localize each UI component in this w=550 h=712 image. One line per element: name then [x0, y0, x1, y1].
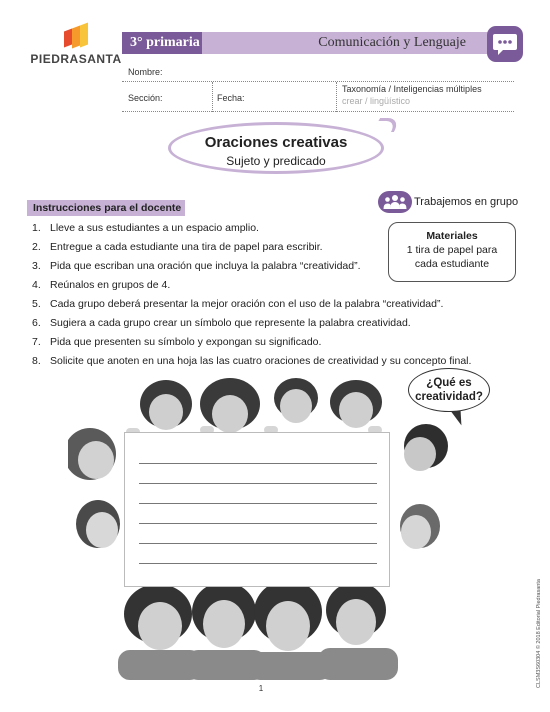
question-line: ¿Qué es: [426, 377, 472, 389]
page-number: 1: [258, 684, 264, 693]
writing-line: [139, 543, 377, 544]
date-label: Fecha:: [217, 93, 245, 103]
grade-label: 3° primaria: [122, 32, 202, 54]
materials-line: cada estudiante: [414, 258, 490, 270]
form-divider: [336, 82, 337, 112]
writing-line: [139, 523, 377, 524]
publisher-logo: [26, 24, 126, 70]
credit-text: CLSM3S60304 © 2018 Editorial Piedrasanta: [536, 579, 542, 688]
subject-label: Comunicación y Lenguaje: [318, 35, 466, 50]
materials-line: 1 tira de papel para: [406, 244, 498, 256]
header-band: [122, 32, 496, 54]
title-bubble-tail: [372, 118, 402, 132]
copyright-credit: [532, 560, 544, 690]
question-line: creatividad?: [415, 391, 483, 403]
writing-line: [139, 563, 377, 564]
logo-text: PIEDRASANTA: [30, 52, 122, 66]
instructions-header: Instrucciones para el docente: [27, 200, 185, 216]
section-label: Sección:: [128, 93, 163, 103]
materials-title: Materiales: [426, 230, 478, 242]
lesson-subtitle: Sujeto y predicado: [226, 154, 326, 168]
lesson-title: Oraciones creativas: [204, 134, 348, 151]
group-people-icon: [378, 191, 412, 213]
taxonomy-label: Taxonomía / Inteligencias múltiples: [342, 84, 482, 94]
logo-mark: [64, 24, 88, 48]
question-bubble: [408, 368, 490, 412]
materials-box: [388, 222, 516, 282]
writing-line: [139, 483, 377, 484]
taxonomy-value: crear / lingüístico: [342, 96, 411, 106]
form-divider: [212, 82, 213, 112]
speech-bubble-icon: [487, 26, 523, 62]
group-label: Trabajemos en grupo: [414, 196, 519, 208]
writing-line: [139, 463, 377, 464]
writing-line: [139, 503, 377, 504]
writing-board: [124, 432, 390, 587]
section-row: [122, 82, 514, 112]
name-row: [122, 58, 514, 82]
name-label: Nombre:: [128, 67, 163, 77]
